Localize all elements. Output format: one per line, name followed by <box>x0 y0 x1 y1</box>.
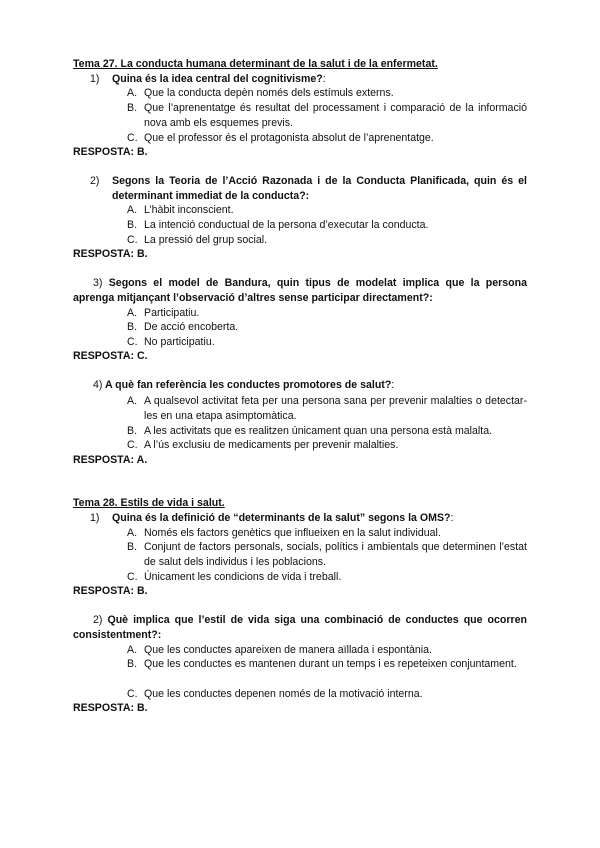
answer-option: B. Que les conductes es mantenen durant un temps i es repeteixen conjuntament. <box>127 658 517 670</box>
answer-option: A. Que les conductes apareixen de manera aïllada i espontània. <box>127 644 432 656</box>
option-letter: A. <box>127 87 138 99</box>
question-number: 2) <box>90 175 100 187</box>
question-number: 1) <box>90 73 100 85</box>
answer-option: C. A l’ús exclusiu de medicaments per prevenir malalties. <box>127 439 399 451</box>
answer-key: RESPOSTA: B. <box>73 702 148 714</box>
option-letter: B. <box>127 425 138 437</box>
answer-option: B. La intenció conductual de la persona d’executar la conducta. <box>127 219 429 231</box>
answer-option: B. De acció encoberta. <box>127 321 239 333</box>
question-text: 1) Quina és la idea central del cognitivisme?: <box>90 73 326 85</box>
question-number: 1) <box>90 512 100 524</box>
option-letter: C. <box>127 571 138 583</box>
option-letter: A. <box>127 395 138 407</box>
answer-option: A. A qualsevol activitat feta per una persona sana per prevenir malalties o detectar-les en una etapa asimptomàtica. <box>127 395 527 422</box>
answer-key: RESPOSTA: C. <box>73 350 148 362</box>
option-letter: C. <box>127 688 138 700</box>
question-text: 2) Què implica que l’estil de vida siga una combinació de conductes que ocorren consistentment?: <box>73 614 527 641</box>
answer-option: C. La pressió del grup social. <box>127 234 268 246</box>
answer-option: A. Que la conducta depèn només dels estímuls externs. <box>127 87 394 99</box>
topic-title: Tema 28. Estils de vida i salut. <box>73 497 225 509</box>
answer-key: RESPOSTA: A. <box>73 454 148 466</box>
answer-option: C. Únicament les condicions de vida i treball. <box>127 571 342 583</box>
answer-option: C. Que el professor és el protagonista absolut de l’aprenentatge. <box>127 132 434 144</box>
option-letter: B. <box>127 321 138 333</box>
question-number: 2) <box>93 614 103 626</box>
answer-key: RESPOSTA: B. <box>73 585 148 597</box>
answer-key: RESPOSTA: B. <box>73 146 148 158</box>
option-letter: B. <box>127 102 138 114</box>
question-text: 2) Segons la Teoria de l’Acció Razonada i de la Conducta Planificada, quin és el determinant immediat de la conducta?: <box>90 175 527 202</box>
answer-option: B. Que l’aprenentatge és resultat del processament i comparació de la informació nova amb els esquemes previs. <box>127 102 527 129</box>
answer-option: A. Participatiu. <box>127 307 200 319</box>
answer-option: B. A les activitats que es realitzen únicament quan una persona està malalta. <box>127 425 493 437</box>
topic-title: Tema 27. La conducta humana determinant de la salut i de la enfermetat. <box>73 58 438 70</box>
question-text: 4) A què fan referència les conductes promotores de salut?: <box>93 379 395 391</box>
option-letter: B. <box>127 658 138 670</box>
answer-option: C. Que les conductes depenen només de la motivació interna. <box>127 688 423 700</box>
question-number: 3) <box>93 277 103 289</box>
question-text: 3) Segons el model de Bandura, quin tipus de modelat implica que la persona aprenga mitjançant l’observació d’altres sense participar directament?: <box>73 277 527 304</box>
answer-option: A. L’hàbit inconscient. <box>127 204 234 216</box>
question-number: 4) <box>93 379 103 391</box>
question-text: 1) Quina és la definició de “determinants de la salut” segons la OMS?: <box>90 512 454 524</box>
option-letter: A. <box>127 644 138 656</box>
option-letter: A. <box>127 204 138 216</box>
answer-option: C. No participatiu. <box>127 336 215 348</box>
answer-key: RESPOSTA: B. <box>73 248 148 260</box>
answer-option: B. Conjunt de factors personals, socials, polítics i ambientals que determinen l’estat de salut dels individus i les poblacions. <box>127 541 527 568</box>
answer-option: A. Només els factors genètics que influeixen en la salut individual. <box>127 527 441 539</box>
option-letter: C. <box>127 439 138 451</box>
option-letter: B. <box>127 219 138 231</box>
option-letter: B. <box>127 541 138 553</box>
option-letter: C. <box>127 132 138 144</box>
option-letter: C. <box>127 234 138 246</box>
option-letter: A. <box>127 307 138 319</box>
option-letter: C. <box>127 336 138 348</box>
option-letter: A. <box>127 527 138 539</box>
